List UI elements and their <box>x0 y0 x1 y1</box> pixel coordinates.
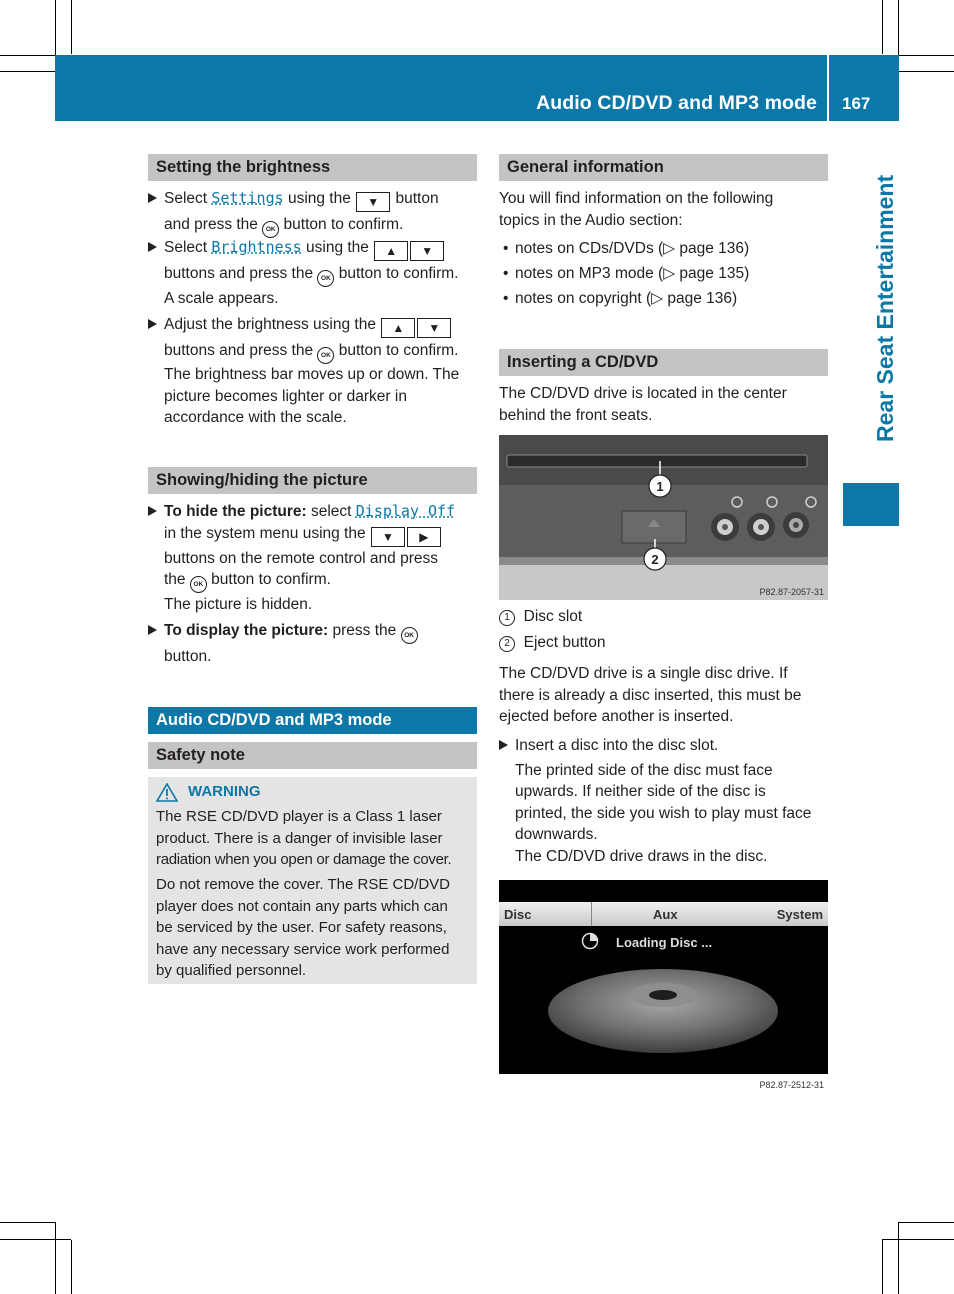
text: To hide the picture: <box>164 503 307 520</box>
text: button. <box>164 648 212 665</box>
warning-box <box>148 777 477 984</box>
text: select <box>306 503 356 520</box>
text: be serviced by the user. For safety reasons, <box>156 919 447 936</box>
ok-button-icon: OK <box>401 627 418 644</box>
step-select-brightness <box>148 237 477 310</box>
ok-button-icon: OK <box>317 347 334 364</box>
loading-icon <box>581 932 599 950</box>
text: button <box>391 190 439 207</box>
text: and press the <box>164 216 263 233</box>
photo-code: P82.87-2512-31 <box>759 1080 824 1090</box>
text: using the <box>283 190 356 207</box>
text: The CD/DVD drive is a single disc drive. If <box>499 665 788 682</box>
text: The CD/DVD drive draws in the disc. <box>515 847 768 865</box>
section-heading-picture <box>148 467 477 494</box>
text: button to confirm. <box>279 216 404 233</box>
ok-button-icon: OK <box>190 576 207 593</box>
text: radiation when you open or damage the cover. <box>156 851 452 868</box>
chapter-tab-title: Rear Seat Entertainment <box>872 174 898 442</box>
heading-text: Setting the brightness <box>156 158 331 176</box>
crop-mark <box>71 1240 72 1294</box>
crop-mark <box>0 1222 55 1223</box>
crop-mark <box>0 1239 71 1240</box>
list-item: • notes on copyright (▷ page 136) <box>503 290 738 307</box>
text: Do not remove the cover. The RSE CD/DVD <box>156 876 451 893</box>
disc-icon <box>547 968 779 1054</box>
text: notes on CDs/DVDs (▷ page 136) <box>515 240 750 257</box>
screen-tab-system: System <box>776 907 823 922</box>
legend-item <box>499 606 828 632</box>
heading-text: Audio CD/DVD and MP3 mode <box>156 711 392 729</box>
page-number: 167 <box>842 94 871 113</box>
menu-item-brightness: Brightness <box>211 238 302 256</box>
down-key-icon: ▼ <box>417 318 451 338</box>
text: notes on copyright (▷ page 136) <box>515 290 738 307</box>
text: button to confirm. <box>206 571 331 588</box>
text: The picture is hidden. <box>164 596 313 613</box>
text: Insert a disc into the disc slot. <box>515 737 719 754</box>
text: The RSE CD/DVD player is a Class 1 laser <box>156 808 442 825</box>
text: The printed side of the disc must face <box>515 761 773 779</box>
text: Eject button <box>523 634 606 651</box>
screen-tab-aux: Aux <box>653 907 678 922</box>
text: button to confirm. <box>334 342 459 359</box>
chapter-tab-marker <box>843 483 899 526</box>
text: Select <box>164 190 212 207</box>
heading-text: Inserting a CD/DVD <box>507 353 659 371</box>
text: topics in the Audio section: <box>499 211 683 229</box>
topic-list <box>499 238 828 313</box>
menu-item-display-off: Display Off <box>355 502 456 520</box>
callout-1-icon: 1 <box>499 610 515 626</box>
warning-triangle-icon <box>156 783 178 802</box>
step-insert-disc <box>499 735 828 867</box>
inserting-intro <box>499 383 828 426</box>
text: have any necessary service work performed <box>156 940 450 958</box>
menu-item-settings: Settings <box>211 189 284 207</box>
step-arrow-icon <box>499 740 508 750</box>
section-heading-brightness <box>148 154 477 181</box>
text: accordance with the scale. <box>164 409 347 426</box>
text: ejected before another is inserted. <box>499 708 734 725</box>
general-intro <box>499 188 828 231</box>
screen-menu-bar <box>499 902 828 926</box>
ok-button-icon: OK <box>262 221 279 238</box>
heading-text: Showing/hiding the picture <box>156 471 368 489</box>
crop-mark <box>882 1239 954 1240</box>
crop-mark <box>55 1222 56 1294</box>
section-heading-mode <box>148 707 477 734</box>
down-key-icon: ▼ <box>356 192 390 212</box>
text: using the <box>301 239 374 256</box>
page-header-title: Audio CD/DVD and MP3 mode <box>536 92 817 114</box>
crop-mark <box>899 71 954 72</box>
step-adjust-brightness <box>148 314 477 429</box>
header-divider <box>827 55 829 121</box>
text: the <box>164 571 190 588</box>
text: notes on MP3 mode (▷ page 135) <box>515 265 750 282</box>
section-heading-safety <box>148 742 477 769</box>
section-heading-general <box>499 154 828 181</box>
photo-legend <box>499 606 828 658</box>
page-header <box>55 55 899 121</box>
warning-paragraph <box>156 874 472 982</box>
cd-drive-photo <box>499 435 828 600</box>
text: printed, the side you wish to play must face <box>515 804 812 822</box>
cd-drive-illustration <box>499 435 828 600</box>
step-select-settings <box>148 188 477 238</box>
text: upwards. If neither side of the disc is <box>515 783 766 800</box>
caption-strip <box>499 1074 828 1098</box>
crop-mark <box>55 0 56 56</box>
text: buttons on the remote control and press <box>164 549 438 567</box>
photo-code: P82.87-2057-31 <box>759 587 824 597</box>
text: You will find information on the following <box>499 190 774 207</box>
text: downwards. <box>515 826 598 843</box>
drive-description <box>499 663 828 728</box>
text: A scale appears. <box>164 290 279 307</box>
crop-mark <box>0 71 55 72</box>
text: product. There is a danger of invisible laser <box>156 829 443 847</box>
divider <box>591 902 592 926</box>
text: press the <box>328 622 401 639</box>
svg-text:2: 2 <box>651 552 659 567</box>
loading-disc-screen <box>499 880 828 1098</box>
list-item: • notes on CDs/DVDs (▷ page 136) <box>503 240 750 257</box>
warning-paragraph <box>156 806 472 871</box>
crop-mark <box>0 55 56 56</box>
text: buttons and press the <box>164 265 318 282</box>
chapter-tab <box>843 121 899 479</box>
crop-mark <box>899 1222 954 1223</box>
list-item: • notes on MP3 mode (▷ page 135) <box>503 265 750 282</box>
crop-mark <box>882 1240 883 1294</box>
warning-label: WARNING <box>188 783 261 800</box>
up-key-icon: ▲ <box>374 241 408 261</box>
up-key-icon: ▲ <box>381 318 415 338</box>
step-display-picture <box>148 620 477 668</box>
step-arrow-icon <box>148 506 157 516</box>
crop-mark <box>71 0 72 54</box>
text: Select <box>164 239 212 256</box>
legend-item <box>499 632 828 658</box>
text: there is already a disc inserted, this must be <box>499 686 802 704</box>
crop-mark <box>898 55 954 56</box>
text: Disc slot <box>523 608 583 625</box>
step-arrow-icon <box>148 319 157 329</box>
step-arrow-icon <box>148 193 157 203</box>
step-arrow-icon <box>148 242 157 252</box>
svg-text:1: 1 <box>656 479 664 494</box>
ok-button-icon: OK <box>317 270 334 287</box>
crop-mark <box>898 0 899 56</box>
section-heading-inserting <box>499 349 828 376</box>
text: The brightness bar moves up or down. The <box>164 366 460 383</box>
heading-text: Safety note <box>156 746 245 764</box>
text: button to confirm. <box>334 265 459 282</box>
text: by qualified personnel. <box>156 962 307 979</box>
step-arrow-icon <box>148 625 157 635</box>
text: behind the front seats. <box>499 406 653 424</box>
crop-mark <box>882 0 883 54</box>
down-key-icon: ▼ <box>410 241 444 261</box>
callout-2-icon: 2 <box>499 636 515 652</box>
step-hide-picture <box>148 501 477 616</box>
text: player does not contain any parts which can <box>156 897 448 915</box>
text: To display the picture: <box>164 622 329 639</box>
text: Adjust the brightness using the <box>164 316 381 333</box>
screen-status-text: Loading Disc ... <box>616 935 713 950</box>
down-key-icon: ▼ <box>371 527 405 547</box>
text: The CD/DVD drive is located in the center <box>499 385 787 402</box>
text: in the system menu using the <box>164 524 370 542</box>
text: picture becomes lighter or darker in <box>164 387 407 405</box>
screen-tab-disc: Disc <box>504 907 532 922</box>
text: buttons and press the <box>164 342 318 359</box>
crop-mark <box>898 1222 899 1294</box>
heading-text: General information <box>507 158 664 176</box>
right-key-icon: ▶ <box>407 527 441 547</box>
